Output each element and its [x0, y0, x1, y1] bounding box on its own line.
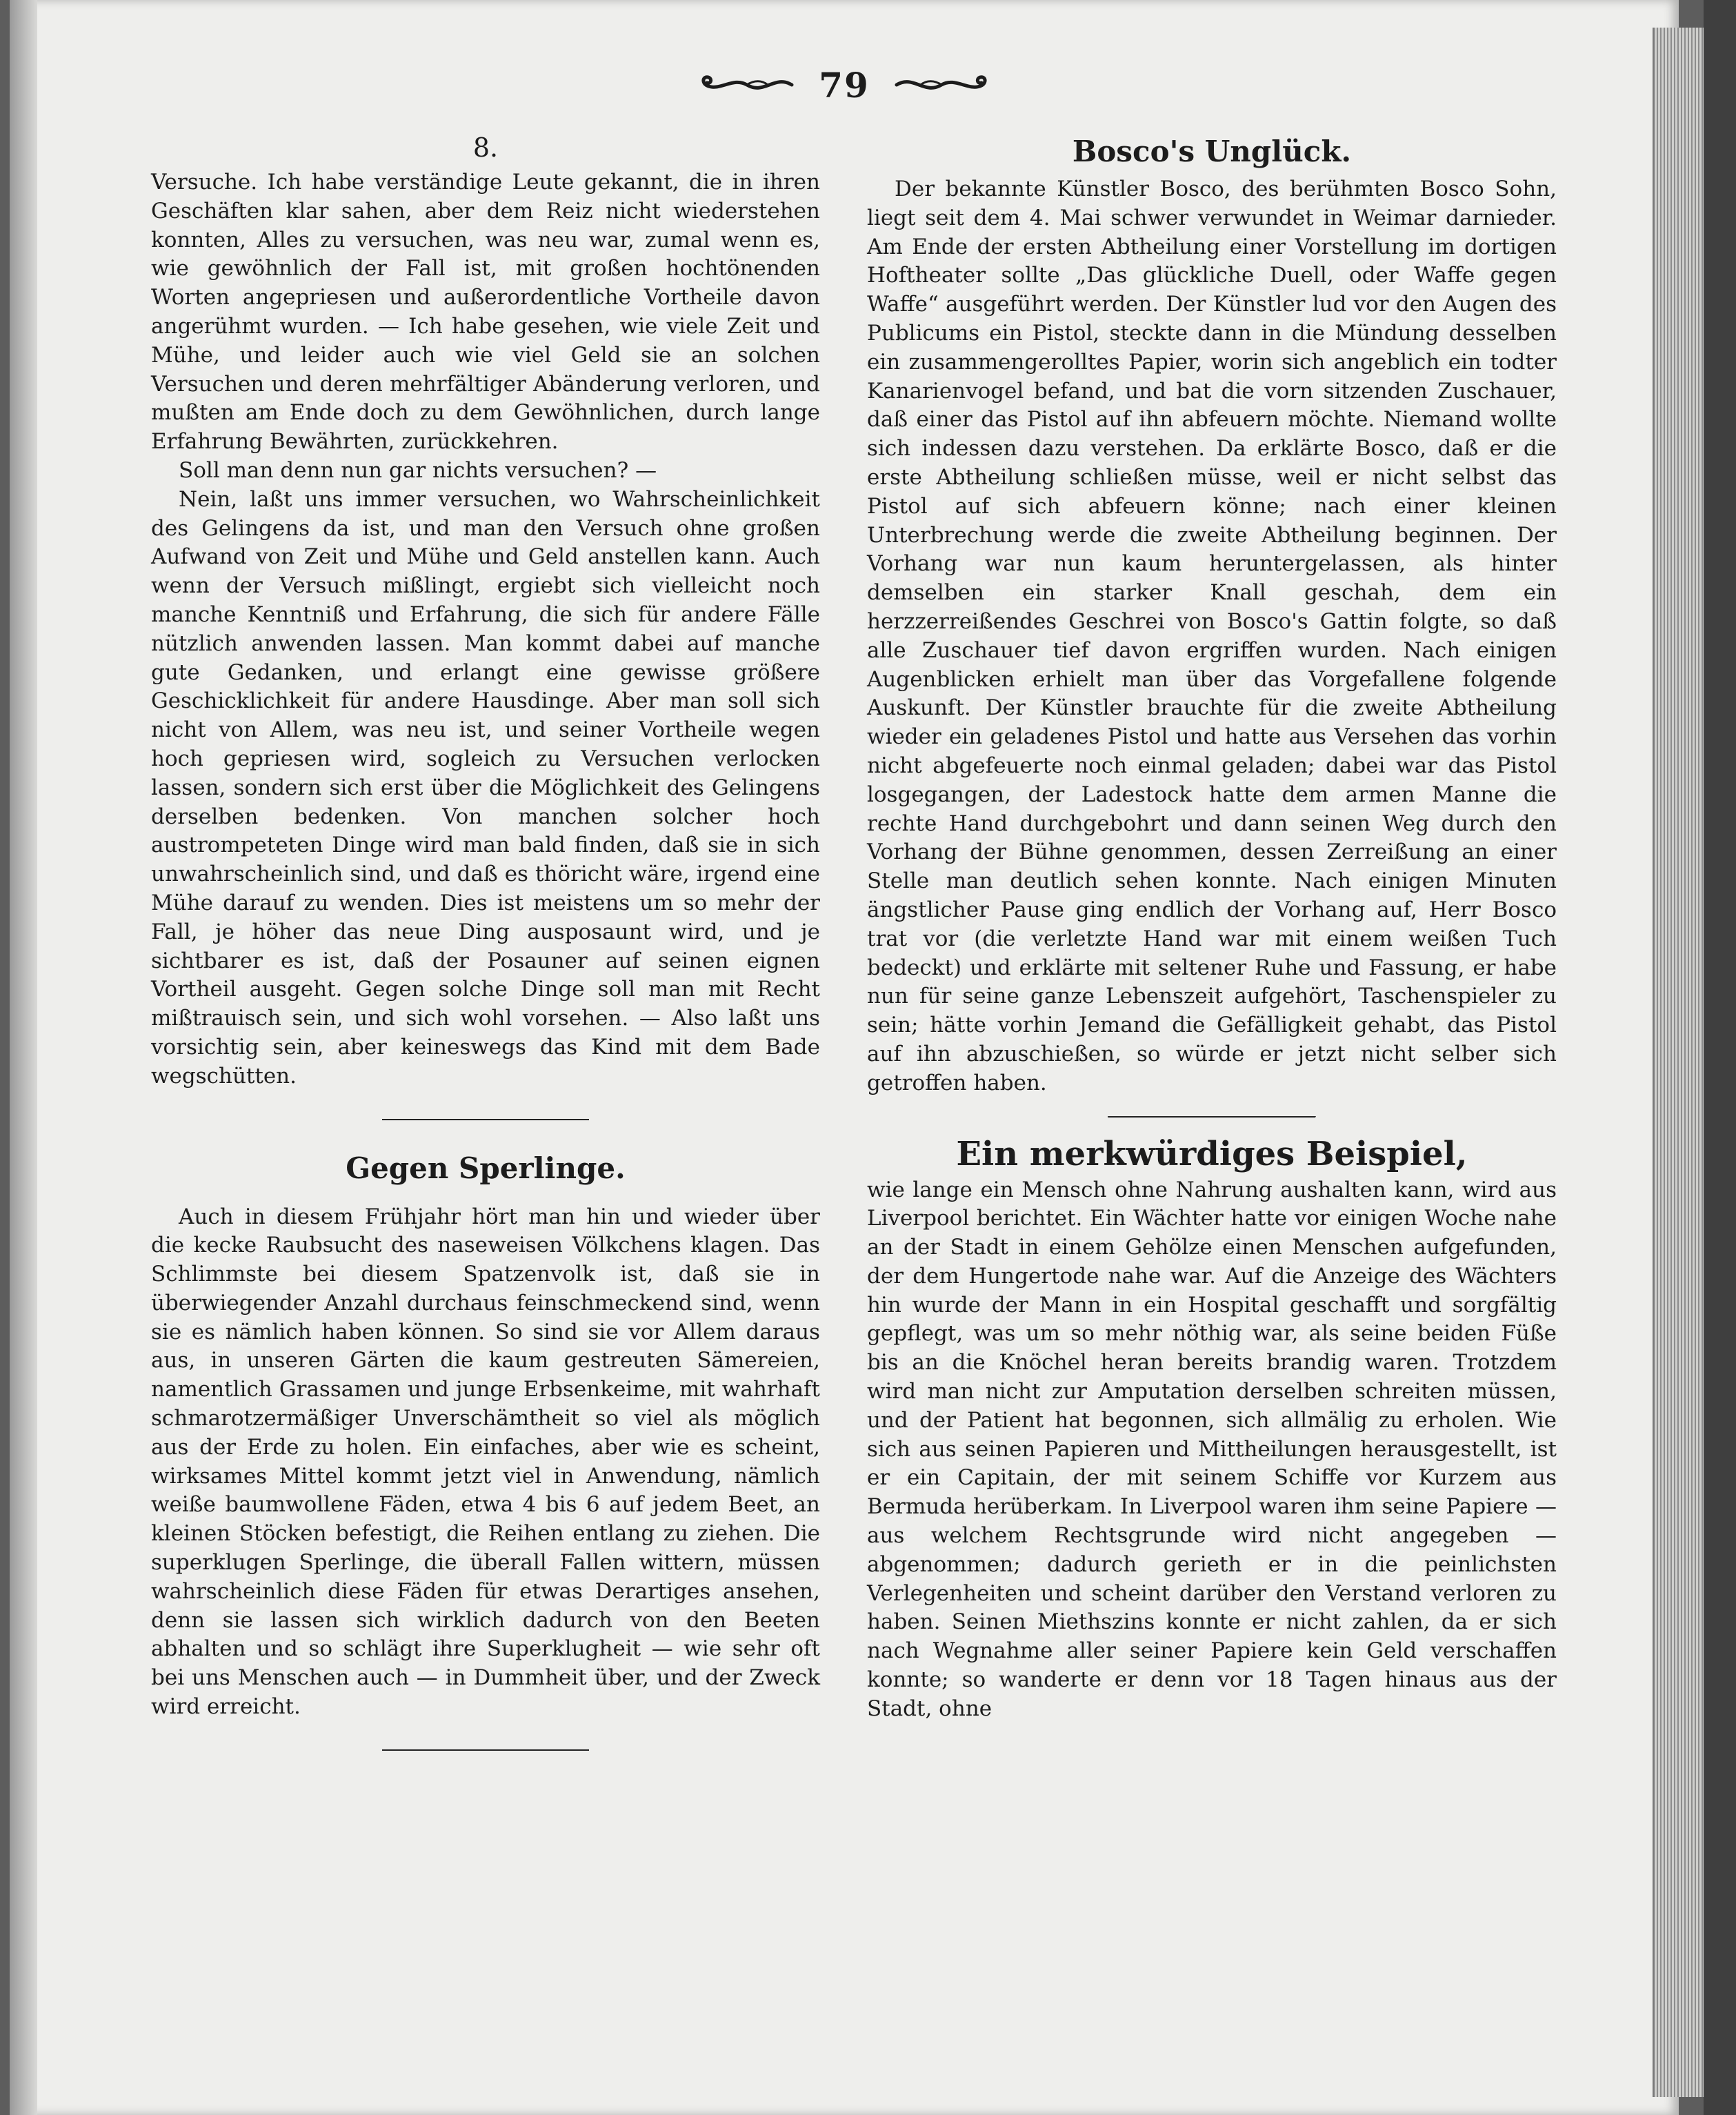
page-number: 79 [819, 64, 870, 106]
article-title: Ein merkwürdiges Beispiel, [956, 1134, 1468, 1173]
section-divider [1108, 1116, 1316, 1118]
page-header [686, 54, 1003, 116]
paragraph: Der bekannte Künstler Bosco, des berühmten Bosco Sohn, liegt seit dem 4. Mai schwer verwundet in Weimar darnieder. Am Ende der ersten Abtheilung einer Vorstellung im dortigen Hoftheater sollte „Das glückliche Duell, oder Waffe gegen Waffe“ ausgeführt werden. Der Künstler lud vor den Augen des Publicums ein Pistol, steckte dann in die Mündung desselben ein zusammengerolltes Papier, worin sich angeblich ein todter Kanarienvogel befand, und bat die vorn sitzenden Zuschauer, daß einer das Pistol auf ihn abfeuern möchte. Niemand wollte sich indessen dazu verstehen. Da erklärte Bosco, daß er die erste Abtheilung schließen müsse, weil er nicht selbst das Pistol auf sich abfeuern könne; nach einer kleinen Unterbrechung werde die zweite Abtheilung beginnen. Der Vorhang war nun kaum heruntergelassen, als hinter demselben ein starker Knall geschah, dem ein herzzerreißendes Geschrei von Bosco's Gattin folgte, so daß alle Zuschauer tief davon ergriffen wurden. Nach einigen Augenblicken erhielt man über das Vorgefallene folgende Auskunft. Der Künstler brauchte für die zweite Abtheilung wieder ein geladenes Pistol und hatte aus Versehen das vorhin nicht abgefeuerte noch einmal geladen; dabei war das Pistol losgegangen, der Ladestock hatte dem armen Manne die rechte Hand durchgebohrt und dann seinen Weg durch den Vorhang der Bühne genommen, dessen Zerreißung an einer Stelle man deutlich sehen konnte. Nach einigen Minuten ängstlicher Pause ging endlich der Vorhang auf, Herr Bosco trat vor (die verletzte Hand war mit einem weißen Tuch bedeckt) und erklärte mit seltener Ruhe und Fassung, er habe nun für seine ganze Lebenszeit aufgehört, Taschenspieler zu sein; hätte vorhin Jemand die Gefälligkeit gehabt, das Pistol auf ihn abzuschießen, so würde er jetzt nicht selber sich getroffen haben. [867, 177, 1557, 1095]
section-number: 8. [472, 132, 499, 163]
article-title: Bosco's Unglück. [1072, 135, 1352, 168]
paragraph: Soll man denn nun gar nichts versuchen? — [179, 457, 657, 483]
scroll-ornament-icon [893, 68, 990, 102]
binding-gutter [10, 0, 37, 2115]
page-edge-shadow [1704, 0, 1736, 2115]
paragraph: Versuche. Ich habe verständige Leute gekannt, die in ihren Geschäften klar sahen, aber dem Reiz nicht wiederstehen konnten, Alles zu versuchen, was neu war, zumal wenn es, wie gewöhnlich der Fall ist, mit großen hochtönenden Worten angepriesen und außerordentliche Vortheile davon angerühmt wurden. — Ich habe gesehen, wie viele Zeit und Mühe, und leider auch wie viel Geld sie an solchen Versuchen und deren mehrfältiger Abänderung verloren, und mußten am Ende doch zu dem Gewöhnlichen, durch lange Erfahrung Bewährten, zurückkehren. [151, 170, 820, 455]
paragraph: wie lange ein Mensch ohne Nahrung aushalten kann, wird aus Liverpool berichtet. Ein Wächter hatte vor einigen Woche nahe an der Stadt in einem Gehölze einen Menschen aufgefunden, der dem Hungertode nahe war. Auf die Anzeige des Wächters hin wurde der Mann in ein Hospital geschafft und sorgfältig gepflegt, was um so mehr nöthig war, als seine beiden Füße bis an die Knöchel heran bereits brandig waren. Trotzdem wird man nicht zur Amputation derselben schreiten müssen, und der Patient hat begonnen, sich allmälig zu erholen. Wie sich aus seinen Papieren und Mittheilungen herausgestellt, ist er ein Capitain, der mit seinem Schiffe vor Kurzem aus Bermuda herüberkam. In Liverpool waren ihm seine Papiere — aus welchem Rechtsgrunde wird nicht angegeben — abgenommen; dadurch gerieth er in die peinlichsten Verlegenheiten und scheint darüber den Verstand verloren zu haben. Seinen Miethszins konnte er nicht zahlen, da er sich nach Wegnahme aller seiner Papiere kein Geld verschaffen konnte; so wanderte er denn vor 18 Tagen hinaus aus der Stadt, ohne [867, 1177, 1557, 1721]
newspaper-page [10, 0, 1679, 2115]
paragraph: Auch in diesem Frühjahr hört man hin und wieder über die kecke Raubsucht des naseweisen Völkchens klagen. Das Schlimmste bei diesem Spatzenvolk ist, daß sie in überwiegender Anzahl durchaus feinschmeckend sind, wenn sie es nämlich haben können. So sind sie vor Allem daraus aus, in unseren Gärten die kaum gestreuten Sämereien, namentlich Grassamen und junge Erbsenkeime, mit wahrhaft schmarotzermäßiger Unverschämtheit so viel als möglich aus der Erde zu holen. Ein einfaches, aber wie es scheint, wirksames Mittel kommt jetzt viel in Anwendung, nämlich weiße baumwollene Fäden, etwa 4 bis 6 auf jedem Beet, an kleinen Stöcken befestigt, die Reihen entlang zu ziehen. Die superklugen Sperlinge, die überall Fallen wittern, müssen wahrscheinlich diese Fäden für etwas Derartiges ansehen, denn sie lassen sich wirklich dadurch von den Beeten abhalten und so schlägt ihre Superklugheit — wie sehr oft bei uns Menschen auch — in Dummheit über, und der Zweck wird erreicht. [151, 1204, 820, 1720]
paragraph: Nein, laßt uns immer versuchen, wo Wahrscheinlichkeit des Gelingens da ist, und man den Versuch ohne großen Aufwand von Zeit und Mühe und Geld anstellen kann. Auch wenn der Versuch mißlingt, ergiebt sich vielleicht noch manche Kenntniß und Erfahrung, die sich für andere Fälle nützlich anwenden lassen. Man kommt dabei auf manche gute Gedanken, und erlangt eine gewisse größere Geschicklichkeit für andere Hausdinge. Aber man soll sich nicht von Allem, was neu ist, und seiner Vortheile wegen hoch gepriesen wird, sogleich zu Versuchen verlocken lassen, sondern sich erst über die Möglichkeit des Gelingens derselben bedenken. Von manchen solcher hoch austrompeteten Dinge wird man bald finden, daß sie in sich unwahrscheinlich sind, und daß es thöricht wäre, irgend eine Mühe darauf zu wenden. Dies ist meistens um so mehr der Fall, je höher das neue Ding ausposaunt wird, und je sichtbarer es ist, daß der Posauner auf seinen eignen Vortheil ausgeht. Gegen solche Dinge soll man mit Recht mißtrauisch sein, und sich wohl vorsehen. — Also laßt uns vorsichtig sein, aber keineswegs das Kind mit dem Bade wegschütten. [151, 486, 820, 1089]
scroll-ornament-icon [699, 68, 795, 102]
article-title: Gegen Sperlinge. [346, 1151, 626, 1185]
right-column [867, 131, 1557, 1724]
section-divider [382, 1749, 589, 1751]
section-divider [382, 1119, 589, 1120]
left-column [151, 131, 820, 1778]
